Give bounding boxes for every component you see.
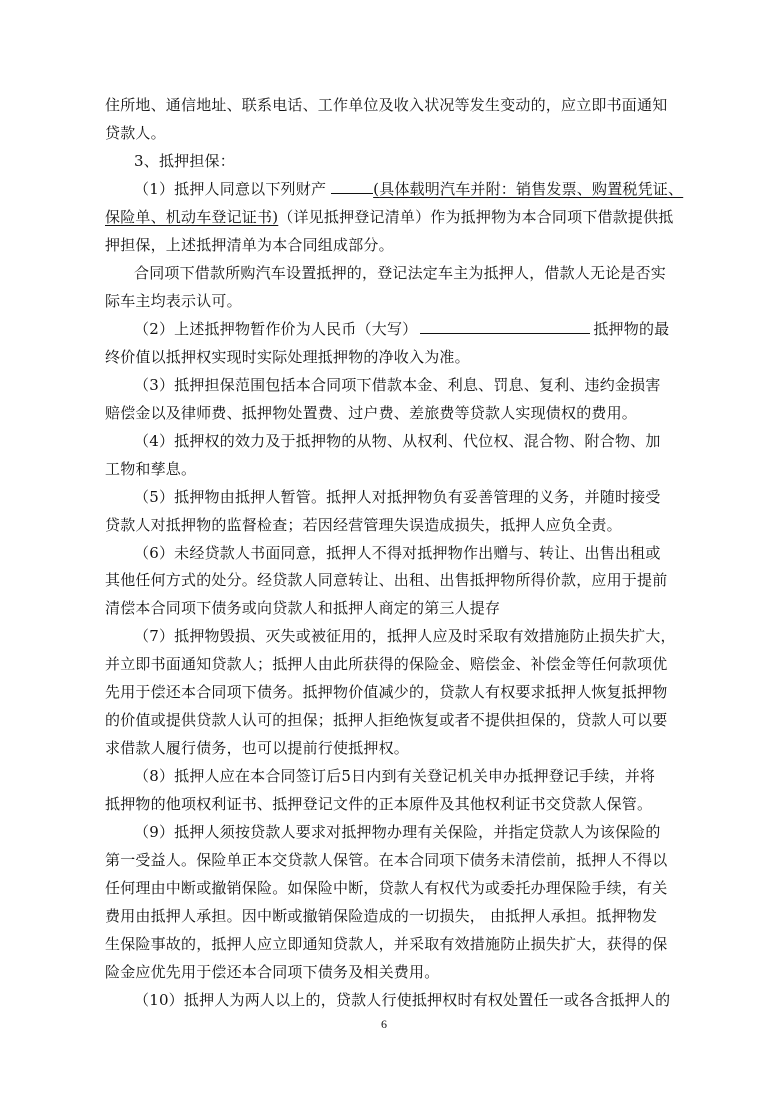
fill-blank (331, 179, 373, 194)
text-line: 并立即书面通知贷款人；抵押人由此所获得的保险金、赔偿金、补偿金等任何款项优 (105, 655, 668, 673)
section-heading: 3、抵押担保： (134, 152, 235, 170)
text-line (134, 319, 669, 339)
text-line: （3）抵押担保范围包括本合同项下借款本金、利息、罚息、复利、违约金损害 (134, 376, 661, 394)
clause-text: 抵押物的最 (593, 320, 670, 338)
text-line: 贷款人。 (105, 124, 166, 142)
text-line: 工物和孳息。 (105, 460, 197, 478)
text-line: （6）未经贷款人书面同意，抵押人不得对抵押物作出赠与、转让、出售出租或 (134, 544, 661, 562)
underlined-text: (具体载明汽车并附：销售发票、购置税凭证、 (373, 180, 684, 198)
text-line: 任何理由中断或撤销保险。如保险中断，贷款人有权代为或委托办理保险手续，有关 (105, 879, 668, 897)
text-line: 第一受益人。保险单正本交贷款人保管。在本合同项下债务未清偿前，抵押人不得以 (105, 851, 668, 869)
text-line: 押担保，上述抵押清单为本合同组成部分。 (105, 236, 394, 254)
text-line: 抵押物的他项权利证书、抵押登记文件的正本原件及其他权利证书交贷款人保管。 (105, 795, 653, 813)
text-line: （4）抵押权的效力及于抵押物的从物、从权利、代位权、混合物、附合物、加 (134, 432, 661, 450)
text-line: 其他任何方式的处分。经贷款人同意转让、出租、出售抵押物所得价款，应用于提前 (105, 571, 668, 589)
underlined-text: 保险单、机动车登记证书) (105, 208, 279, 226)
text-line: （7）抵押物毁损、灭失或被征用的，抵押人应及时采取有效措施防止损失扩大， (134, 627, 676, 645)
text-line: （5）抵押物由抵押人暂管。抵押人对抵押物负有妥善管理的义务，并随时接受 (134, 488, 661, 506)
text-line: 先用于偿还本合同项下债务。抵押物价值减少的，贷款人有权要求抵押人恢复抵押物 (105, 683, 668, 701)
clause-text: （详见抵押登记清单）作为抵押物为本合同项下借款提供抵 (278, 208, 674, 226)
text-line: 生保险事故的，抵押人应立即通知贷款人，并采取有效措施防止损失扩大，获得的保 (105, 935, 668, 953)
text-line: 赔偿金以及律师费、抵押物处置费、过户费、差旅费等贷款人实现债权的费用。 (105, 404, 638, 422)
text-line: 费用由抵押人承担。因中断或撤销保险造成的一切损失， 由抵押人承担。抵押物发 (105, 907, 658, 925)
text-line: 求借款人履行债务，也可以提前行使抵押权。 (105, 739, 410, 757)
fill-blank (420, 319, 590, 334)
text-line: 终价值以抵押权实现时实际处理抵押物的净收入为准。 (105, 348, 470, 366)
text-line: 住所地、通信地址、联系电话、工作单位及收入状况等发生变动的，应立即书面通知 (105, 96, 668, 114)
clause-text: （1）抵押人同意以下列财产 (134, 180, 332, 198)
clause-text: （2）上述抵押物暂作价为人民币（大写） (134, 320, 418, 338)
text-line: 清偿本合同项下债务或向贷款人和抵押人商定的第三人提存 (105, 599, 501, 617)
text-line: 合同项下借款所购汽车设置抵押的，登记法定车主为抵押人，借款人无论是否实 (134, 264, 667, 282)
text-line (105, 207, 673, 227)
text-line: 险金应优先用于偿还本合同项下债务及相关费用。 (105, 963, 440, 981)
text-line: （8）抵押人应在本合同签订后5日内到有关登记机关申办抵押登记手续，并将 (134, 767, 656, 785)
text-line: 际车主均表示认可。 (105, 292, 242, 310)
text-line: 贷款人对抵押物的监督检查；若因经营管理失误造成损失，抵押人应负全责。 (105, 516, 622, 534)
text-line: 的价值或提供贷款人认可的担保；抵押人拒绝恢复或者不提供担保的，贷款人可以要 (105, 711, 668, 729)
text-line: （9）抵押人须按贷款人要求对抵押物办理有关保险，并指定贷款人为该保险的 (134, 823, 661, 841)
text-line (134, 179, 683, 199)
page-number: 6 (381, 1017, 387, 1031)
text-line: （10）抵押人为两人以上的，贷款人行使抵押权时有权处置任一或各含抵押人的 (134, 991, 671, 1009)
